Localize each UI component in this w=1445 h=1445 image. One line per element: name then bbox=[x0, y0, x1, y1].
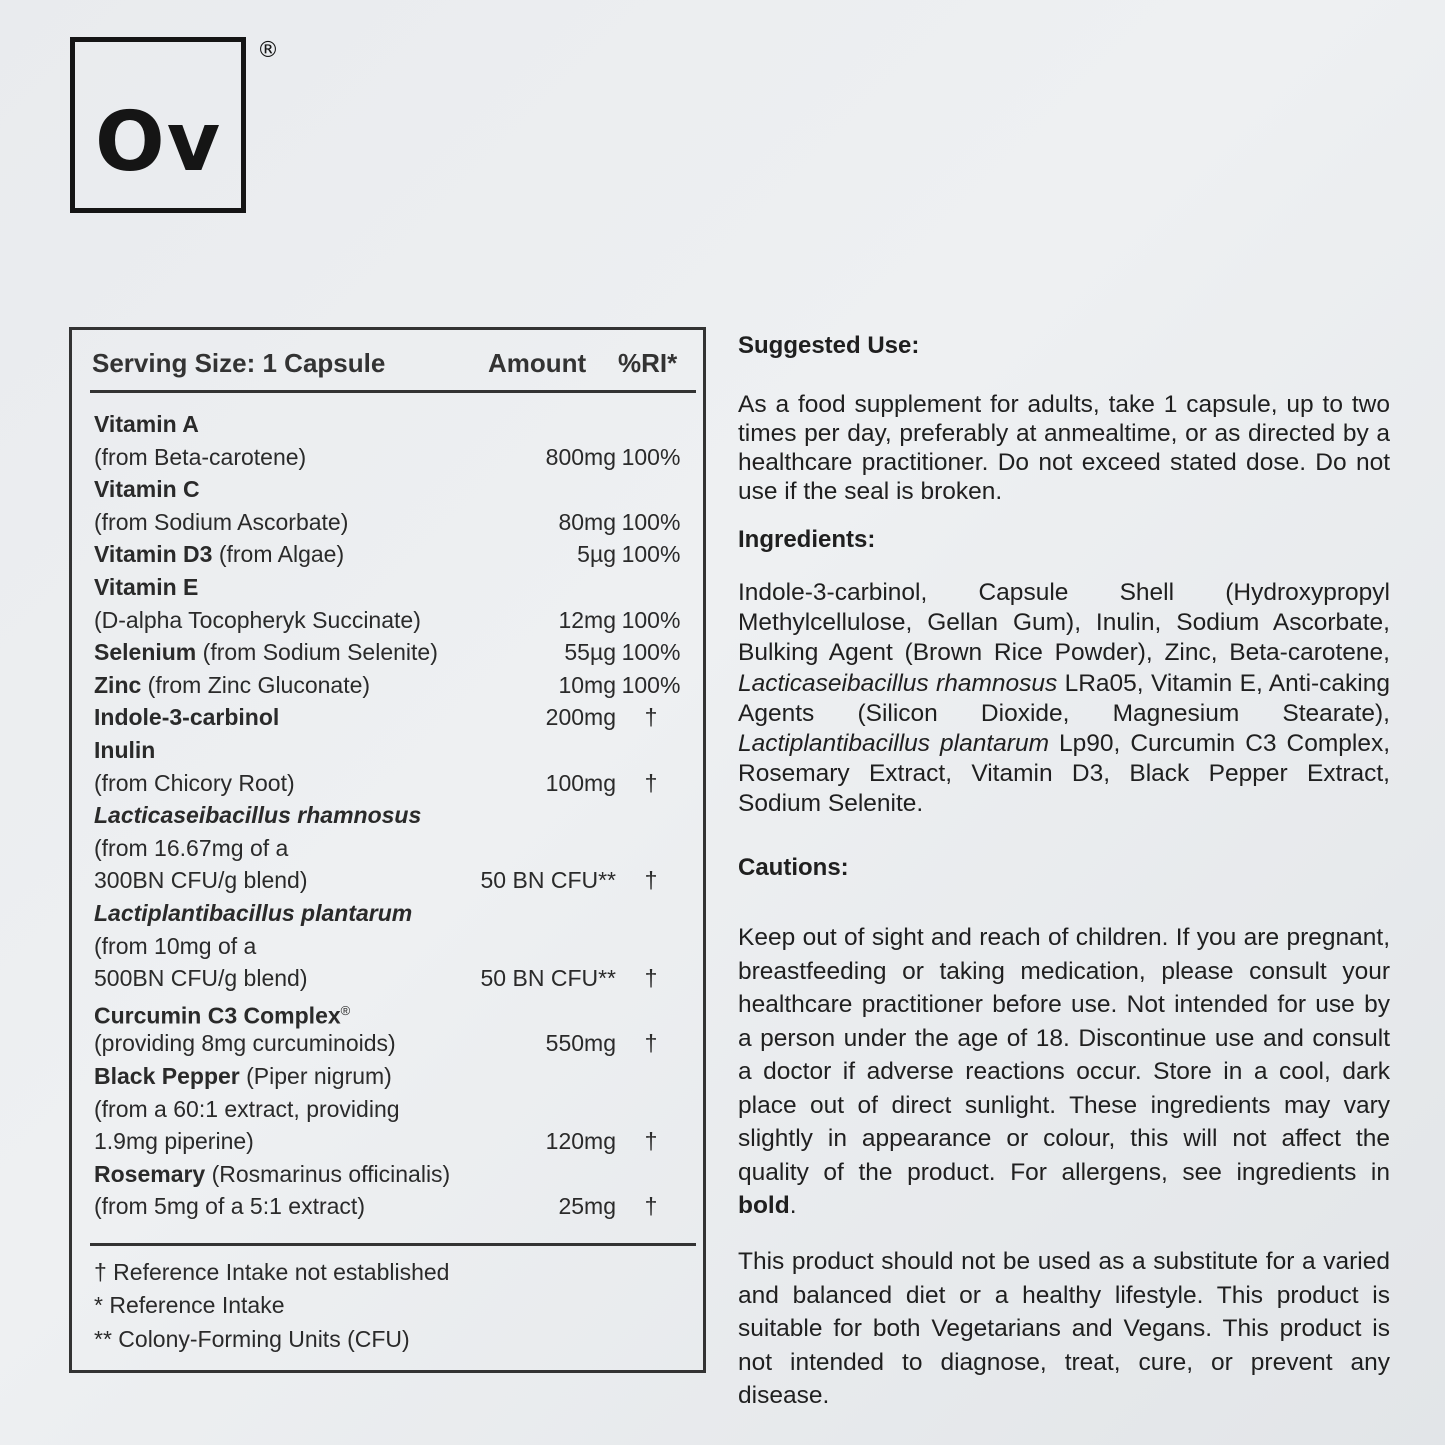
nutrient-name bbox=[94, 441, 306, 473]
nutrient-name bbox=[94, 408, 199, 440]
nutrient-ri: † bbox=[644, 965, 658, 992]
nutrient-ri: 100% bbox=[621, 671, 681, 698]
nutrient-row bbox=[94, 604, 694, 636]
nutrient-name bbox=[94, 1060, 392, 1092]
nutrient-name bbox=[94, 538, 344, 570]
nutrient-source: (from a 60:1 extract, providing bbox=[94, 1095, 400, 1122]
nutrient-amount: 100mg bbox=[545, 769, 616, 796]
nutrient-source: (from Sodium Ascorbate) bbox=[94, 508, 349, 535]
nutrient-source: (from Algae) bbox=[212, 541, 345, 568]
nutrient-amount: 550mg bbox=[545, 1030, 616, 1057]
nutrient-source: (from Zinc Gluconate) bbox=[141, 671, 371, 698]
nutrient-amount: 10mg bbox=[558, 671, 616, 698]
nutrient-row bbox=[94, 962, 694, 994]
nutrient-title: Zinc bbox=[94, 671, 142, 698]
nutrient-name bbox=[94, 669, 370, 701]
footnote-ri-not-established: † Reference Intake not established bbox=[94, 1259, 450, 1285]
nutrient-name bbox=[94, 636, 438, 668]
nutrient-name bbox=[94, 864, 308, 896]
ingredients-part-1: Indole-3-carbinol, Capsule Shell (Hydroxypropyl Methylcellulose, Gellan Gum), Inulin, Sodium Ascorbate, Bulking Agent (Brown Rice Powder), Zinc, Beta-carotene, bbox=[738, 579, 1390, 667]
nutrient-row bbox=[94, 1060, 694, 1092]
ingredients-heading: Ingredients: bbox=[738, 526, 876, 553]
nutrient-title: Lactiplantibacillus plantarum bbox=[94, 900, 413, 926]
nutrient-title: Selenium bbox=[94, 639, 197, 666]
ingredients-part-3: Lp90, Curcumin C3 Complex, Rosemary Extract, Vitamin D3, Black Pepper Extract, Sodium Selenite. bbox=[738, 730, 1391, 818]
nutrient-amount: 50 BN CFU** bbox=[480, 867, 616, 894]
registered-mark: ® bbox=[257, 38, 279, 63]
nutrient-source: (from 10mg of a bbox=[94, 932, 257, 959]
nutrient-amount: 50 BN CFU** bbox=[480, 965, 616, 992]
nutrient-amount: 80mg bbox=[558, 508, 616, 535]
nutrient-amount: 55µg bbox=[564, 639, 616, 666]
nutrient-title: Black Pepper bbox=[94, 1063, 240, 1089]
nutrient-name bbox=[94, 734, 155, 766]
nutrient-row bbox=[94, 538, 694, 570]
nutrient-source: 500BN CFU/g blend) bbox=[94, 965, 308, 992]
nutrient-name bbox=[94, 1158, 450, 1190]
panel-header bbox=[90, 348, 696, 393]
footnote-cfu: ** Colony-Forming Units (CFU) bbox=[94, 1326, 410, 1352]
nutrient-ri: † bbox=[644, 1128, 658, 1155]
nutrient-row bbox=[94, 1093, 694, 1125]
nutrient-row bbox=[94, 734, 694, 766]
cautions-body: Keep out of sight and reach of children. If you are pregnant, breastfeeding or taking medication, please consult your healthcare practitioner before use. Not intended for use by a person under the age of 18. Discontinue use and consult a doctor if adverse reactions occur. Store in a cool, dark place out of direct sunlight. These ingredients may vary slightly in appearance or colour, this will not affect the quality of the product. For allergens, see ingredients in bbox=[738, 924, 1390, 1186]
brand-logo bbox=[70, 37, 246, 213]
nutrient-ri: 100% bbox=[621, 606, 681, 633]
nutrient-name bbox=[94, 995, 350, 1032]
nutrient-row bbox=[94, 441, 694, 473]
nutrient-title: Indole-3-carbinol bbox=[94, 704, 280, 731]
ingredient-rhamnosus: Lacticaseibacillus rhamnosus bbox=[738, 669, 1058, 697]
cautions-end: . bbox=[789, 1192, 797, 1219]
nutrient-row bbox=[94, 1190, 694, 1222]
nutrient-name bbox=[94, 767, 295, 799]
nutrient-title: Rosemary bbox=[94, 1160, 206, 1187]
nutrient-name bbox=[94, 571, 198, 603]
amount-column-header: Amount bbox=[488, 348, 587, 378]
nutrient-name bbox=[94, 1027, 396, 1059]
nutrition-panel bbox=[69, 327, 706, 1373]
cautions-heading: Cautions: bbox=[738, 854, 849, 881]
nutrient-name bbox=[94, 962, 308, 994]
nutrient-row bbox=[94, 897, 694, 929]
nutrient-source: (from Chicory Root) bbox=[94, 769, 295, 796]
nutrient-name bbox=[94, 832, 288, 864]
nutrient-row bbox=[94, 1158, 694, 1190]
nutrient-amount: 5µg bbox=[577, 541, 616, 568]
ingredient-plantarum: Lactiplantibacillus plantarum bbox=[738, 730, 1049, 758]
nutrient-row bbox=[94, 408, 694, 440]
nutrient-ri: 100% bbox=[621, 508, 681, 535]
nutrient-name bbox=[94, 930, 256, 962]
nutrient-source: (D-alpha Tocopheryk Succinate) bbox=[94, 606, 421, 633]
nutrient-name bbox=[94, 473, 200, 505]
nutrient-row bbox=[94, 799, 694, 831]
nutrient-amount: 200mg bbox=[545, 704, 616, 731]
nutrient-ri: † bbox=[644, 1193, 658, 1220]
nutrient-title: Vitamin D3 bbox=[94, 541, 213, 568]
nutrient-row bbox=[94, 832, 694, 864]
footer-divider bbox=[90, 1243, 696, 1246]
cautions-bold-word: bold bbox=[738, 1192, 790, 1219]
nutrient-name bbox=[94, 506, 348, 538]
nutrient-row bbox=[94, 506, 694, 538]
nutrient-name bbox=[94, 604, 421, 636]
nutrient-name bbox=[94, 701, 279, 733]
ingredients-part-2: LRa05, Vitamin E, Anti-caking Agents (Silicon Dioxide, Magnesium Stearate), bbox=[738, 669, 1390, 727]
registered-mark: ® bbox=[340, 1002, 351, 1018]
ri-column-header: %RI* bbox=[618, 348, 678, 378]
nutrient-source: (Rosmarinus officinalis) bbox=[205, 1160, 451, 1187]
suggested-use-heading: Suggested Use: bbox=[738, 332, 920, 359]
suggested-use-text: As a food supplement for adults, take 1 capsule, up to two times per day, preferably at anmealtime, or as directed by a healthcare practitioner. Do not exceed stated dose. Do not use if the seal is broken. bbox=[738, 391, 1390, 505]
nutrient-source: (from Sodium Selenite) bbox=[196, 639, 438, 666]
nutrient-title: Lacticaseibacillus rhamnosus bbox=[94, 802, 422, 829]
nutrient-name bbox=[94, 799, 421, 831]
nutrient-source: 1.9mg piperine) bbox=[94, 1128, 254, 1155]
nutrient-title: Vitamin E bbox=[94, 574, 199, 600]
cautions-text bbox=[738, 921, 1390, 1223]
nutrient-source: (from 5mg of a 5:1 extract) bbox=[94, 1193, 365, 1220]
nutrient-title: Vitamin C bbox=[94, 476, 200, 503]
nutrient-title: Curcumin C3 Complex bbox=[94, 1002, 341, 1029]
nutrient-row bbox=[94, 1125, 694, 1157]
logo-text: Ov bbox=[95, 95, 223, 190]
disclaimer-text: This product should not be used as a substitute for a varied and balanced diet or a healthy lifestyle. This product is suitable for both Vegetarians and Vegans. This product is not intended to diagnose, treat, cure, or prevent any disease. bbox=[738, 1248, 1390, 1409]
nutrient-amount: 800mg bbox=[545, 443, 616, 470]
nutrient-row bbox=[94, 930, 694, 962]
nutrient-title: Inulin bbox=[94, 737, 156, 763]
nutrient-amount: 12mg bbox=[558, 606, 616, 633]
nutrient-amount: 25mg bbox=[558, 1193, 616, 1220]
nutrient-name bbox=[94, 1190, 365, 1222]
nutrient-source: (Piper nigrum) bbox=[239, 1063, 392, 1089]
nutrient-name bbox=[94, 1093, 400, 1125]
footnote-reference-intake: * Reference Intake bbox=[94, 1292, 285, 1318]
nutrient-ri: 100% bbox=[621, 541, 681, 568]
nutrient-ri: † bbox=[644, 704, 658, 731]
nutrient-amount: 120mg bbox=[545, 1128, 616, 1155]
nutrient-row bbox=[94, 571, 694, 603]
nutrient-row bbox=[94, 701, 694, 733]
nutrient-ri: † bbox=[644, 867, 658, 894]
nutrient-ri: 100% bbox=[621, 443, 681, 470]
nutrient-row bbox=[94, 767, 694, 799]
nutrient-row bbox=[94, 669, 694, 701]
ingredients-text bbox=[738, 578, 1390, 820]
nutrient-name bbox=[94, 1125, 254, 1157]
nutrient-source: (providing 8mg curcuminoids) bbox=[94, 1030, 396, 1057]
nutrient-source: 300BN CFU/g blend) bbox=[94, 867, 308, 894]
nutrient-row bbox=[94, 473, 694, 505]
nutrient-ri: † bbox=[644, 769, 658, 796]
nutrient-source: (from 16.67mg of a bbox=[94, 834, 289, 861]
serving-size-label: Serving Size: 1 Capsule bbox=[92, 348, 386, 378]
nutrient-row bbox=[94, 995, 694, 1027]
nutrient-row bbox=[94, 864, 694, 896]
nutrient-row bbox=[94, 1027, 694, 1059]
nutrient-row bbox=[94, 636, 694, 668]
nutrient-source: (from Beta-carotene) bbox=[94, 443, 307, 470]
nutrient-name bbox=[94, 897, 412, 929]
nutrient-title: Vitamin A bbox=[94, 411, 199, 437]
nutrient-ri: † bbox=[644, 1030, 658, 1057]
nutrient-ri: 100% bbox=[621, 639, 681, 666]
